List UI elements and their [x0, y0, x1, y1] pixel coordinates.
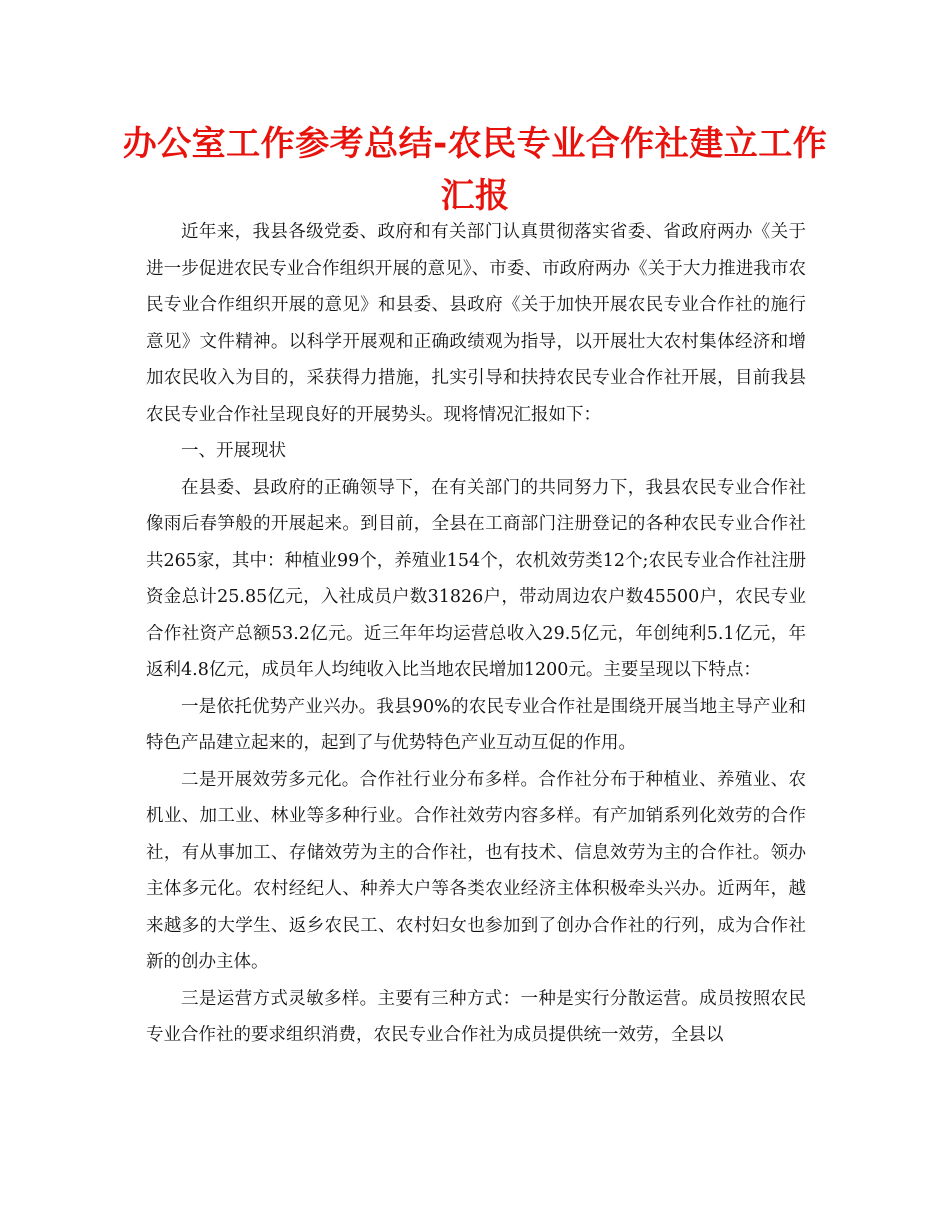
feature-paragraph-3: 三是运营方式灵敏多样。主要有三种方式：一种是实行分散运营。成员按照农民专业合作社的要求组织消费，农民专业合作社为成员提供统一效劳，全县以 — [146, 988, 806, 1045]
feature-paragraph-1: 一是依托优势产业兴办。我县90%的农民专业合作社是围绕开展当地主导产业和特色产品建立起来的，起到了与优势特色产业互动互促的作用。 — [146, 696, 806, 753]
status-paragraph: 在县委、县政府的正确领导下，在有关部门的共同努力下，我县农民专业合作社像雨后春笋般的开展起来。到目前，全县在工商部门注册登记的各种农民专业合作社共265家，其中：种植业99个，养殖业154个，农机效劳类12个;农民专业合作社注册资金总计25.85亿元，入社成员户数31826户，带动周边农户数45500户，农民专业合作社资产总额53.2亿元。近三年年均运营总收入29.5亿元，年创纯利5.1亿元，年返利4.8亿元，成员年人均纯收入比当地农民增加1200元。主要呈现以下特点： — [146, 477, 806, 680]
section-heading: 一、开展现状 — [181, 441, 286, 461]
document-body — [146, 214, 806, 1054]
document-title: 办公室工作参考总结-农民专业合作社建立工作汇报 — [122, 124, 828, 216]
feature-paragraph-2: 二是开展效劳多元化。合作社行业分布多样。合作社分布于种植业、养殖业、农机业、加工业、林业等多种行业。合作社效劳内容多样。有产加销系列化效劳的合作社，有从事加工、存储效劳为主的合作社，也有技术、信息效劳为主的合作社。领办主体多元化。农村经纪人、种养大户等各类农业经济主体积极牵头兴办。近两年，越来越多的大学生、返乡农民工、农村妇女也参加到了创办合作社的行列，成为合作社新的创办主体。 — [146, 769, 806, 972]
intro-paragraph: 近年来，我县各级党委、政府和有关部门认真贯彻落实省委、省政府两办《关于进一步促进农民专业合作组织开展的意见》、市委、市政府两办《关于大力推进我市农民专业合作组织开展的意见》和县委、县政府《关于加快开展农民专业合作社的施行意见》文件精神。以科学开展观和正确政绩观为指导，以开展壮大农村集体经济和增加农民收入为目的，采获得力措施，扎实引导和扶持农民专业合作社开展，目前我县农民专业合作社呈现良好的开展势头。现将情况汇报如下： — [146, 222, 806, 425]
